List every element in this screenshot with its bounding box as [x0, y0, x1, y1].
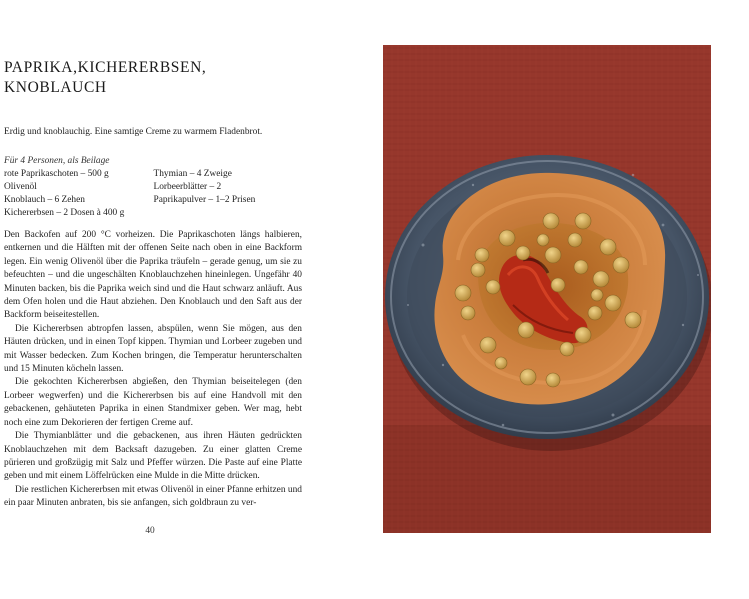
- serving-info: Für 4 Personen, als Beilage: [4, 156, 110, 166]
- recipe-title: [4, 58, 302, 98]
- ingredient-column-left: [4, 168, 153, 220]
- recipe-step-paragraph: Die restlichen Kichererbsen mit etwas Olivenöl in einer Pfanne erhitzen und ein paar Minuten anbraten, bis sie anfangen, sich goldbraun zu ver-: [4, 484, 302, 509]
- ingredient-item: Thymian – 4 Zweige: [153, 169, 232, 179]
- bowl-of-pepper-chickpea-dip-icon: [383, 45, 711, 533]
- ingredient-item: Knoblauch – 6 Zehen: [4, 195, 85, 205]
- recipe-step-paragraph: Die gekochten Kichererbsen abgießen, den Thymian beiseitelegen (den Lorbeer wegwerfen) und die Kichererbsen bis auf eine Handvoll mit den gebackenen, gehäuteten Paprika in einen Standmixer geben. Wer mag, hebt noch eine zum Dekorieren der fertigen Creme auf.: [4, 377, 302, 428]
- ingredient-item: Paprikapulver – 1–2 Prisen: [153, 195, 256, 205]
- ingredient-item: Kichererbsen – 2 Dosen à 400 g: [4, 208, 125, 218]
- ingredient-column-right: [153, 168, 303, 220]
- recipe-steps: [4, 229, 302, 511]
- recipe-title-line-2: KNOBLAUCH: [4, 79, 107, 96]
- recipe-intro: Erdig und knoblauchig. Eine samtige Creme zu warmem Fladenbrot.: [4, 127, 263, 137]
- recipe-step-paragraph: Den Backofen auf 200 °C vorheizen. Die Paprikaschoten längs halbieren, entkernen und die Hälften mit der offenen Seite nach oben in eine Backform legen. Ein wenig Olivenöl über die Paprika träufeln – gerade genug, um sie zu befeuchten – und die ungeschälten Knoblauchzehen hineinlegen. Ungefähr 40 Minuten backen, bis die Paprika weich sind und die Haut schwarz anläuft. Aus dem Ofen holen und die Haut abziehen. Den Knoblauch und den Saft aus der Backform beiseitestellen.: [4, 230, 302, 321]
- recipe-step-paragraph: Die Kichererbsen abtropfen lassen, abspülen, wenn Sie mögen, aus den Häuten drücken, und in einen Topf kippen. Thymian und Lorbeer zugeben und mit Wasser bedecken. Zum Kochen bringen, die Temperatur herunterschalten und 15 Minuten köcheln lassen.: [4, 323, 302, 375]
- ingredient-item: rote Paprikaschoten – 500 g: [4, 169, 109, 179]
- page-number: 40: [145, 526, 155, 536]
- dish-photo: [383, 45, 711, 533]
- ingredient-list: [4, 168, 302, 220]
- ingredient-item: Lorbeerblätter – 2: [153, 182, 222, 192]
- recipe-step-paragraph: Die Thymianblätter und die gebackenen, aus ihren Häuten gedrückten Knoblauchzehen mit dem Backsaft dazugeben. Zu einer glatten Creme pürieren und großzügig mit Salz und Pfeffer würzen. Die Paste auf eine Platte geben und mit einem Löffelrücken eine Mulde in die Mitte drücken.: [4, 431, 302, 482]
- recipe-title-line-1: PAPRIKA,KICHERERBSEN,: [4, 59, 207, 76]
- recipe-text-column: [4, 58, 302, 511]
- ingredient-item: Olivenöl: [4, 182, 37, 192]
